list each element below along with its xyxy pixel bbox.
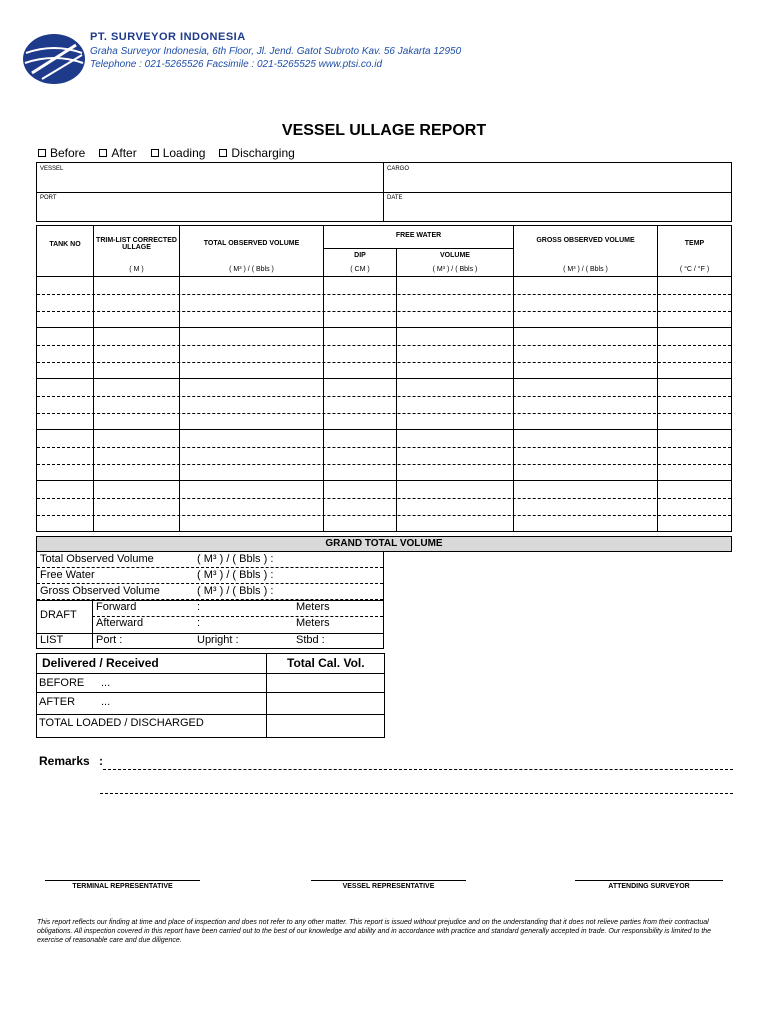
remarks-colon: : — [99, 754, 103, 768]
forward-colon: : — [197, 601, 201, 613]
info-box — [36, 162, 732, 222]
table-row[interactable] — [37, 430, 731, 448]
free-water-unit: ( M³ ) / ( Bbls ) : — [197, 569, 274, 581]
company-name: PT. SURVEYOR INDONESIA — [90, 31, 246, 43]
col-tank-no: TANK NO — [49, 241, 81, 248]
col-volume: VOLUME — [440, 252, 470, 259]
unit-volume: ( M³ ) / ( Bbls ) — [432, 266, 478, 273]
table-row[interactable] — [37, 379, 731, 397]
table-row[interactable] — [37, 328, 731, 346]
table-row[interactable] — [37, 481, 731, 499]
option-loading[interactable]: Loading — [151, 146, 206, 160]
surveyor-signature-line[interactable] — [575, 880, 723, 881]
total-loaded-label: TOTAL LOADED / DISCHARGED — [39, 717, 204, 729]
afterward-colon: : — [197, 617, 201, 629]
gross-observed-unit: ( M³ ) / ( Bbls ) : — [197, 585, 274, 597]
afterward-meters: Meters — [296, 617, 330, 629]
delivered-table — [36, 653, 385, 738]
after-value[interactable]: ... — [101, 696, 111, 708]
draft-label: DRAFT — [40, 609, 77, 621]
table-row[interactable] — [37, 311, 731, 328]
table-row[interactable] — [37, 396, 731, 414]
stbd-label: Stbd : — [296, 634, 325, 646]
company-logo — [22, 33, 86, 85]
terminal-signature-line[interactable] — [45, 880, 200, 881]
col-temp: TEMP — [684, 240, 705, 247]
before-value[interactable]: ... — [101, 677, 111, 689]
date-field[interactable]: DATE — [387, 195, 403, 201]
vessel-signature-line[interactable] — [311, 880, 466, 881]
company-address: Graha Surveyor Indonesia, 6th Floor, Jl. Jend. Gatot Subroto Kav. 56 Jakarta 12950 — [90, 46, 462, 57]
table-row[interactable] — [37, 277, 731, 295]
unit-gross: ( M³ ) / ( Bbls ) — [563, 266, 608, 273]
unit-temp: ( °C / °F ) — [679, 266, 710, 273]
grand-total-header: GRAND TOTAL VOLUME — [36, 536, 732, 552]
free-water-label: Free Water — [40, 569, 95, 581]
checkbox-icon[interactable] — [38, 149, 46, 157]
col-total-observed: TOTAL OBSERVED VOLUME — [203, 240, 300, 247]
unit-total-obs: ( M³ ) / ( Bbls ) — [229, 266, 274, 273]
checkbox-icon[interactable] — [219, 149, 227, 157]
summary-section — [36, 552, 384, 649]
page-title: VESSEL ULLAGE REPORT — [281, 122, 487, 139]
status-options — [38, 146, 295, 160]
afterward-label: Afterward — [96, 617, 144, 629]
upright-label: Upright : — [197, 634, 239, 646]
before-label: BEFORE — [39, 677, 85, 689]
forward-label: Forward — [96, 601, 137, 613]
port-label: Port : — [96, 634, 123, 646]
total-observed-label: Total Observed Volume — [40, 553, 154, 565]
port-field[interactable]: PORT — [40, 195, 57, 201]
unit-cm: ( CM ) — [350, 266, 370, 273]
checkbox-icon[interactable] — [99, 149, 107, 157]
forward-meters: Meters — [296, 601, 330, 613]
terminal-representative-label: TERMINAL REPRESENTATIVE — [72, 883, 173, 890]
option-before[interactable]: Before — [38, 146, 85, 160]
remarks-line-1[interactable] — [103, 769, 733, 770]
option-after[interactable]: After — [99, 146, 136, 160]
table-row[interactable] — [37, 413, 731, 430]
company-phone: Telephone : 021-5265526 Facsimile : 021-5265525 www.ptsi.co.id — [90, 59, 383, 70]
total-cal-header: Total Cal. Vol. — [287, 656, 365, 670]
delivered-header: Delivered / Received — [42, 656, 159, 670]
col-trim-list: TRIM-LIST CORRECTED ULLAGE — [96, 237, 177, 251]
unit-m: ( M ) — [129, 266, 144, 273]
disclaimer-text: This report reflects our finding at time and place of inspection and does not refer to any other matter. This report is issued without prejudice and on the understanding that it does not relieve parties from their contractual obligations. All inspection covered in this report have been carried out to the best of our knowledge and ability and in accordance with practice and standard generally accepted in trade. Our responsibility is limited to the exercise of reasonable care and due diligence. — [37, 919, 712, 944]
ullage-table — [36, 225, 732, 532]
col-gross-observed: GROSS OBSERVED VOLUME — [536, 237, 635, 244]
vessel-representative-label: VESSEL REPRESENTATIVE — [342, 883, 435, 890]
list-label: LIST — [40, 634, 64, 646]
checkbox-icon[interactable] — [151, 149, 159, 157]
cargo-field[interactable]: CARGO — [387, 166, 410, 172]
table-row[interactable] — [37, 447, 731, 465]
after-label: AFTER — [39, 696, 76, 708]
remarks-line-2[interactable] — [100, 793, 733, 794]
table-row[interactable] — [37, 345, 731, 363]
col-dip: DIP — [354, 252, 366, 259]
vessel-field[interactable]: VESSEL — [40, 166, 64, 172]
total-observed-unit: ( M³ ) / ( Bbls ) : — [197, 553, 274, 565]
attending-surveyor-label: ATTENDING SURVEYOR — [608, 883, 690, 890]
table-row[interactable] — [37, 362, 731, 379]
option-discharging[interactable]: Discharging — [219, 146, 294, 160]
col-free-water: FREE WATER — [395, 232, 442, 239]
gross-observed-label: Gross Observed Volume — [40, 585, 160, 597]
table-row[interactable] — [37, 515, 731, 531]
remarks-label: Remarks — [39, 754, 90, 768]
table-row[interactable] — [37, 294, 731, 312]
table-row[interactable] — [37, 498, 731, 516]
table-row[interactable] — [37, 464, 731, 481]
